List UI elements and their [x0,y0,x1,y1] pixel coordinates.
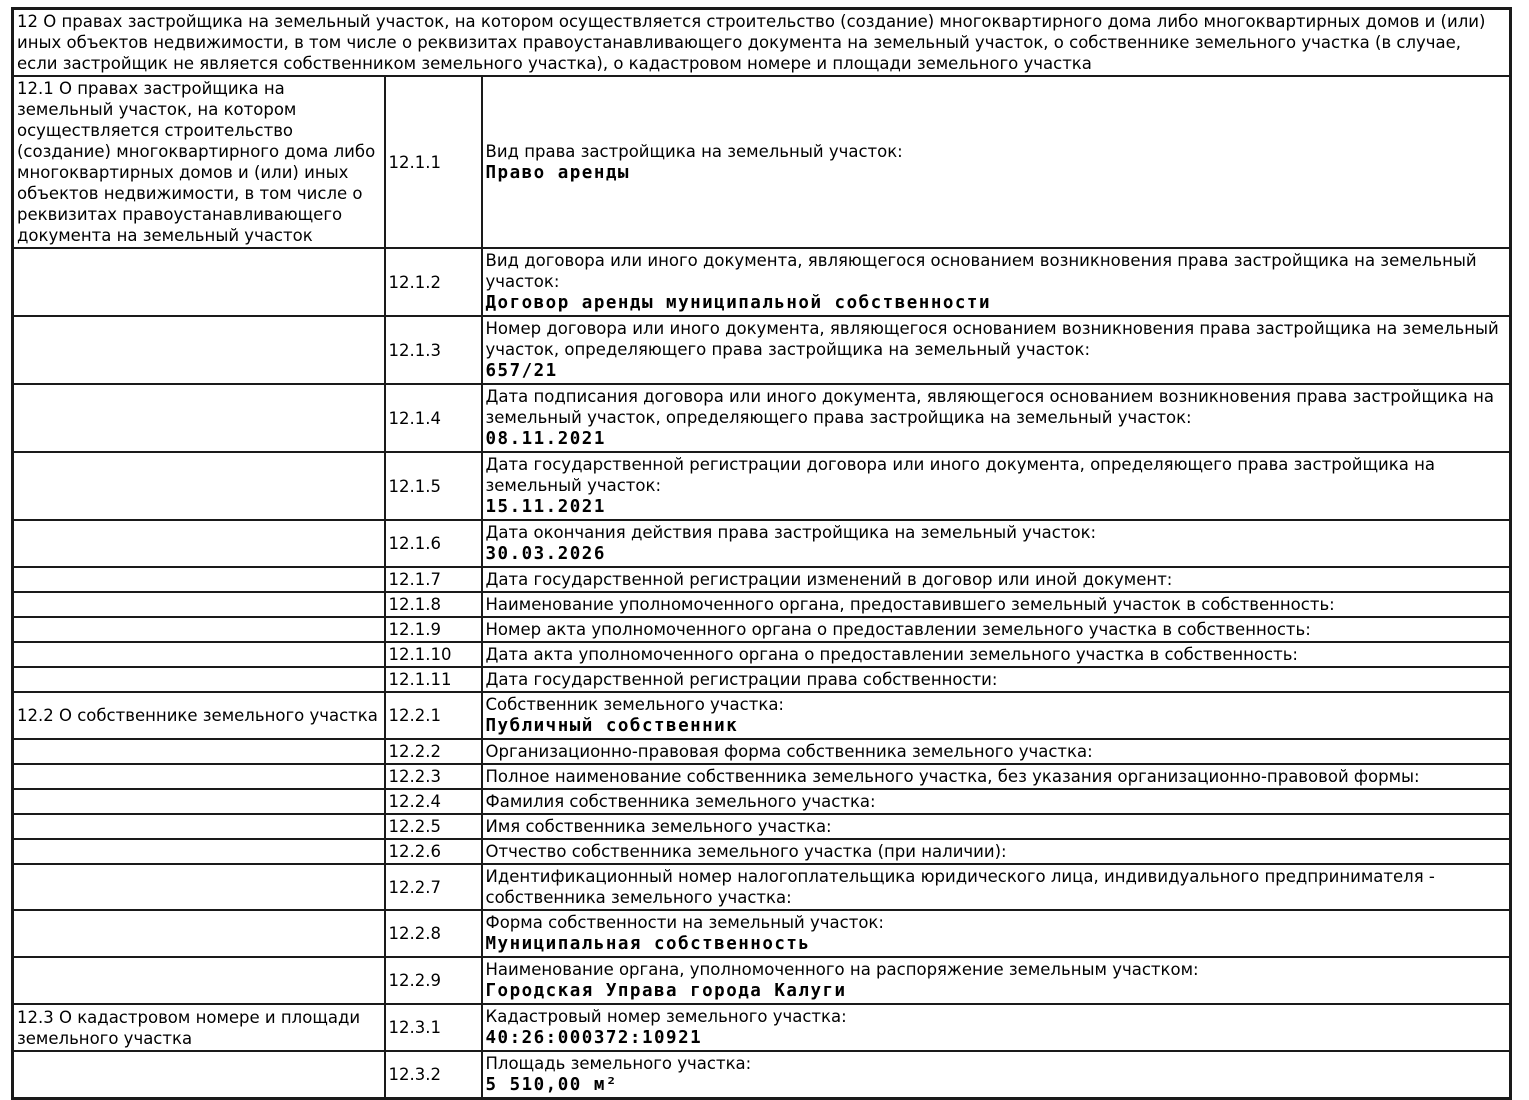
row-number-cell: 12.2.4 [385,789,482,814]
content-cell [482,617,1511,642]
row-number-cell: 12.2.2 [385,739,482,764]
table-row [13,1051,1511,1099]
section-cell [13,384,385,452]
row-number-cell: 12.2.9 [385,957,482,1004]
section-header-row [13,9,1511,77]
field-label: Форма собственности на земельный участок: [485,913,884,932]
row-number-cell: 12.3.1 [385,1004,482,1051]
section-cell [13,316,385,384]
content-cell [482,667,1511,692]
field-value: 657/21 [485,361,558,381]
field-label: Отчество собственника земельного участка (при наличии): [485,842,1007,861]
content-cell [482,76,1511,248]
table-row [13,567,1511,592]
field-label: Собственник земельного участка: [485,695,784,714]
content-cell [482,864,1511,910]
table-row [13,76,1511,248]
field-label: Наименование органа, уполномоченного на распоряжение земельным участком: [485,960,1199,979]
field-label: Вид договора или иного документа, являющегося основанием возникновения права застройщика на земельный участок: [485,251,1477,291]
table-row [13,910,1511,957]
field-label: Номер договора или иного документа, являющегося основанием возникновения права застройщика на земельный участок, определяющего права застройщика на земельный участок: [485,319,1499,359]
row-number-cell: 12.2.8 [385,910,482,957]
content-cell [482,739,1511,764]
field-value: 15.11.2021 [485,497,606,517]
content-cell [482,592,1511,617]
content-cell [482,764,1511,789]
field-label: Имя собственника земельного участка: [485,817,832,836]
field-value: 30.03.2026 [485,544,606,564]
row-number-cell: 12.2.6 [385,839,482,864]
row-number-cell: 12.1.4 [385,384,482,452]
section-cell [13,764,385,789]
section-cell [13,617,385,642]
field-label: Фамилия собственника земельного участка: [485,792,876,811]
row-number-cell: 12.1.9 [385,617,482,642]
section-cell [13,789,385,814]
section-header: 12 О правах застройщика на земельный участок, на котором осуществляется строительство (создание) многоквартирного дома либо многоквартирных домов и (или) иных объектов недвижимости, в том числе о реквизитах правоустанавливающего документа на земельный участок, о собственнике земельного участка (в случае, если застройщик не является собственником земельного участка), о кадастровом номере и площади земельного участка [13,9,1511,77]
content-cell [482,957,1511,1004]
row-number-cell: 12.1.11 [385,667,482,692]
content-cell [482,452,1511,520]
section-cell [13,248,385,316]
table-row [13,789,1511,814]
content-cell [482,642,1511,667]
section-cell [13,567,385,592]
row-number-cell: 12.1.10 [385,642,482,667]
field-value: Городская Управа города Калуги [485,981,847,1001]
field-label: Дата государственной регистрации права собственности: [485,670,998,689]
table-row [13,642,1511,667]
section-cell: 12.3 О кадастровом номере и площади земельного участка [13,1004,385,1051]
field-value: Право аренды [485,162,630,183]
content-cell [482,384,1511,452]
row-number-cell: 12.2.3 [385,764,482,789]
row-number-cell: 12.1.5 [385,452,482,520]
row-number-cell: 12.2.1 [385,692,482,739]
table-row [13,452,1511,520]
content-cell [482,839,1511,864]
table-row [13,839,1511,864]
content-cell [482,316,1511,384]
table-row [13,384,1511,452]
table-row [13,957,1511,1004]
field-label: Наименование уполномоченного органа, предоставившего земельный участок в собственность: [485,595,1335,614]
content-cell [482,520,1511,567]
table-row [13,248,1511,316]
section-cell: 12.1 О правах застройщика на земельный участок, на котором осуществляется строительство (создание) многоквартирного дома либо многоквартирных домов и (или) иных объектов недвижимости, в том числе о реквизитах правоустанавливающего документа на земельный участок [13,76,385,248]
section-cell: 12.2 О собственнике земельного участка [13,692,385,739]
section-cell [13,814,385,839]
section-cell [13,910,385,957]
content-cell [482,248,1511,316]
table-row [13,814,1511,839]
field-label: Дата акта уполномоченного органа о предоставлении земельного участка в собственность: [485,645,1298,664]
section-cell [13,452,385,520]
content-cell [482,1051,1511,1099]
row-number-cell: 12.1.7 [385,567,482,592]
section-cell [13,864,385,910]
table-row [13,667,1511,692]
table-row [13,739,1511,764]
row-number-cell: 12.3.2 [385,1051,482,1099]
section-cell [13,839,385,864]
row-number-cell: 12.2.7 [385,864,482,910]
row-number-cell: 12.1.1 [385,76,482,248]
section-cell [13,667,385,692]
content-cell [482,692,1511,739]
field-label: Площадь земельного участка: [485,1054,752,1073]
field-value: 08.11.2021 [485,429,606,449]
row-number-cell: 12.1.2 [385,248,482,316]
table-row [13,520,1511,567]
section-cell [13,739,385,764]
section-cell [13,957,385,1004]
table-row [13,864,1511,910]
field-label: Организационно-правовая форма собственника земельного участка: [485,742,1093,761]
field-label: Дата государственной регистрации договора или иного документа, определяющего права застройщика на земельный участок: [485,455,1435,495]
field-value: Публичный собственник [485,716,739,736]
content-cell [482,814,1511,839]
table-row [13,617,1511,642]
row-number-cell: 12.1.8 [385,592,482,617]
content-cell [482,910,1511,957]
field-value: 40:26:000372:10921 [485,1028,703,1048]
field-label: Дата подписания договора или иного документа, являющегося основанием возникновения права застройщика на земельный участок, определяющего права застройщика на земельный участок: [485,387,1494,427]
table-row [13,316,1511,384]
table-row [13,1004,1511,1051]
field-label: Кадастровый номер земельного участка: [485,1007,847,1026]
table-row [13,764,1511,789]
table-row [13,692,1511,739]
field-value: Договор аренды муниципальной собственности [485,293,992,313]
section-cell [13,520,385,567]
field-label: Дата государственной регистрации изменений в договор или иной документ: [485,570,1173,589]
content-cell [482,567,1511,592]
field-value: Муниципальная собственность [485,934,811,954]
content-cell [482,789,1511,814]
section-cell [13,1051,385,1099]
field-label: Дата окончания действия права застройщика на земельный участок: [485,523,1097,542]
section-cell [13,642,385,667]
section-cell [13,592,385,617]
content-cell [482,1004,1511,1051]
field-label: Номер акта уполномоченного органа о предоставлении земельного участка в собственность: [485,620,1311,639]
row-number-cell: 12.1.6 [385,520,482,567]
row-number-cell: 12.2.5 [385,814,482,839]
declaration-section-12-table [11,7,1512,1100]
table-row [13,592,1511,617]
field-value: 5 510,00 м² [485,1075,618,1095]
field-label: Идентификационный номер налогоплательщика юридического лица, индивидуального предпринимателя - собственника земельного участка: [485,867,1435,907]
field-label: Полное наименование собственника земельного участка, без указания организационно-правовой формы: [485,767,1420,786]
row-number-cell: 12.1.3 [385,316,482,384]
field-label: Вид права застройщика на земельный участок: [485,141,903,161]
